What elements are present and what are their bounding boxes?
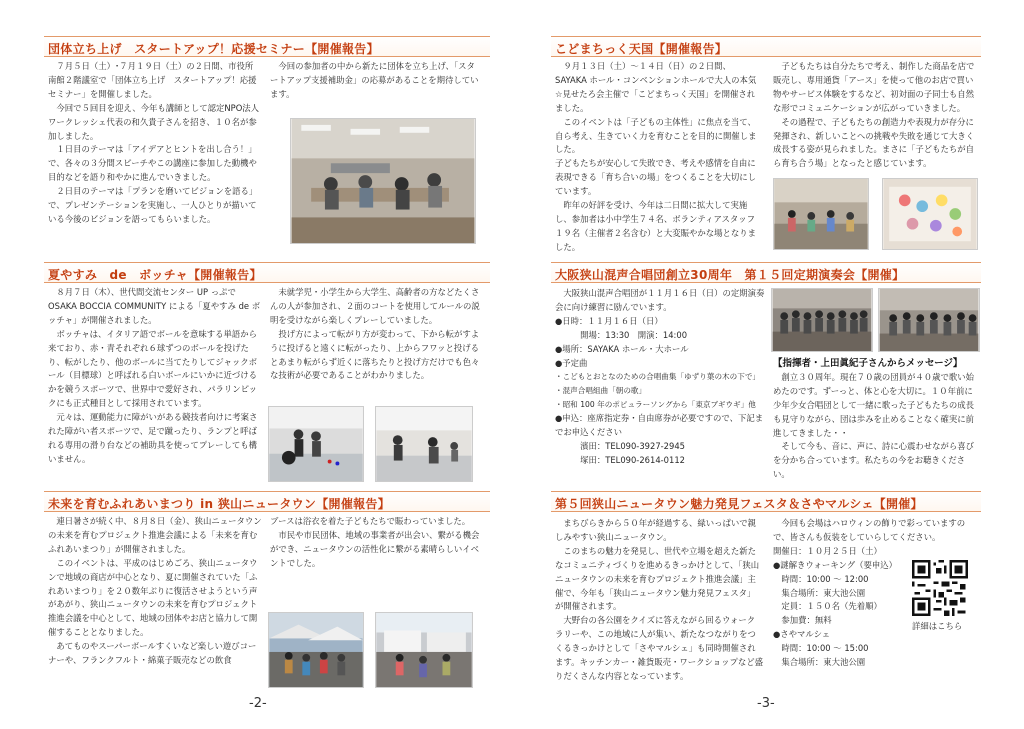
festa-text-left: まちびらきから５０年が経過する、緑いっぱいで親しみやすい狭山ニュータウン。 このまちの魅力を発見し、世代や立場を超えた新たなコミュニティづくりを進めるきっかけとして、「狭山ニュータウンの未来を育むプロジェクト推進会議」主催で、今年も「狭山ニュータウン魅力発見フェスタ」が開催されます。 大野台の各公園をクイズに答えながら回るウォークラリーや、この地域に人が集い、新たなつながりをつくるきっかけとして「さやマルシェ」も同時開催されます。キッチンカー・雑貨販売・ワークショップなど盛りだくさんな内容となっています。 <box>555 518 763 681</box>
seminar-text-left: ７月５日（土）･７月１９日（土）の２日間、市役所南館２階議室で「団体立ち上げ スタートアップ！応援セミナー」を開催しました。 今回で５回目を迎え、今年も講師として認定NPO法人ワークレッシェ代表の和久貴子さんを招き、１０名が参加しました。 １日目のテーマは「アイデアとヒントを出し合う！」で、各々の３分間スピーチやこの講座に参加した動機や目的などを語り和やかに進んでいきました。 ２日目のテーマは「プランを磨いてビジョンを語る」で、プレゼンテーションを実施し、一人ひとりが描いている今後のビジョンを語ってもらいました。 <box>48 61 260 224</box>
qr-code[interactable] <box>912 560 968 616</box>
festival-photo-1 <box>268 612 364 688</box>
section-title: 大阪狭山混声合唱団創立30周年 第１５回定期演奏会【開催】 <box>555 268 905 282</box>
festa-text-right: 今回も会場はハロウィンの飾りで彩っていますので、皆さんも仮装をしていらしてください。 開催日：１０月２５日（土） ●謎解きウォーキング（要申込） 時間：10:00 ～ 12:00 集合場所：東大池公園 定員：１５０名（先着順） 参加費：無料 ●さやマルシェ 時間：10:00 ～ 15:00 集合場所：東大池公園 <box>773 518 966 668</box>
section-title: 未来を育むふれあいまつり in 狭山ニュータウン【開催報告】 <box>48 497 391 511</box>
festival-photo-2 <box>375 612 473 688</box>
boccia-text-right: 未就学児・小学生から大学生、高齢者の方などたくさんの人が参加され、２面のコートを使用してルールの説明を受けながら楽しくプレーしていました。 投げ方によって転がり方が変わって、下から転がすように投げると遠くに転がったり、上からフワッと投げるとあまり転がらず近くに落ちたりと投げ方だけでも色々な技術が必要であることがわかりました。 <box>270 287 480 381</box>
section-title: 団体立ち上げ スタートアップ！応援セミナー【開催報告】 <box>48 42 379 56</box>
boccia-text-left: ８月７日（木）、世代間交流センター UP っぷで OSAKA BOCCIA COMMUNITY による「夏やすみ de ボッチャ」が開催されました。 ボッチャは、イタリア語でボールを意味する単語から来ており、赤・青それぞれ６球ずつのボールを投げたり、転がしたり、他のボールに当てたりしてジャックボール（目標球）と呼ばれる白いボールにいかに近づけるかを競うスポーツで、世界中で愛好され、パラリンピックにも正式種目として採用されています。 元々は、運動能力に障がいがある競技者向けに考案された障がい者スポーツで、足で蹴ったり、ランプと呼ばれる専用の滑り台などの補助具を使ってプレーしても構いません。 <box>48 287 261 464</box>
boccia-photo-1 <box>268 406 364 482</box>
section-header-festival <box>44 491 490 512</box>
section-header-boccia <box>44 262 490 283</box>
choir-photo-2 <box>878 288 980 352</box>
section-header-seminar <box>44 36 490 57</box>
section-title: こどまちっく天国【開催報告】 <box>555 42 728 56</box>
section-header-choir <box>551 262 981 283</box>
kodomatic-text-right: 子どもたちは自分たちで考え、制作した商品を店で販売し、専用通貨「アース」を使って他のお店で買い物やサービス体験をするなど、初対面の子同士も自然な形でコミュニケーションが広がっていきました。 その過程で、子どもたちの創造力や表現力が存分に発揮され、新しいことへの挑戦や失敗を通じて大きく成長する姿が見られました。まさに「子どもたちが自ら育ち合う場」となったと感じています。 <box>773 61 975 169</box>
kodomatic-text-left: ９月１３日（土）～１４日（日）の２日間、SAYAKA ホール・コンベンションホールで大人の本気☆見せたろ会主催で「こどまちっく天国」を開催されました。 このイベントは「子どもの主体性」に焦点を当て、自ら考え、生きていく力を育むことを目的に開催しました。 子どもたちが安心して失敗でき、考えや感情を自由に表現できる「育ち合いの場」をつくることを大切にしています。 昨年の好評を受け、今年は二日間に拡大して実施し、参加者は小中学生７４名、ボランティアスタッフ１９名（主催者２名含む）と大変賑やかな場となりました。 <box>555 61 757 252</box>
section-title: 夏やすみ de ボッチャ【開催報告】 <box>48 268 262 282</box>
choir-info: 大阪狭山混声合唱団が１１月１６日（日）の定期演奏会に向け練習に励んでいます。 ●日時：１１月１６日（日） 開場：13:30 開演：14:00 ●場所：SAYAKA ホール・大ホール ●予定曲 ・こどもとおとなのための合唱曲集「ゆずり葉の木の下で」 ・混声合唱組曲「朝の歌」 ・昭和 100 年のポピュラーソングから「東京ブギウギ」他 ●申込：座席指定券・自由席券が必要ですので、下記までお申込ください 濱田：TEL090-3927-2945 塚田：TEL090-2614-0112 <box>555 288 765 465</box>
choir-photo-1 <box>771 288 873 352</box>
qr-caption: 詳細はこちら <box>912 621 963 631</box>
page-number-right: -3- <box>757 696 775 711</box>
seminar-photo <box>290 118 476 244</box>
section-header-kodomatic <box>551 36 981 57</box>
festival-text-right: ブースは浴衣を着た子どもたちで賑わっていました。 市民や市民団体、地域の事業者が出会い、繋がる機会ができ、ニュータウンの活性化に繋がる素晴らしいイベントでした。 <box>270 516 480 568</box>
seminar-text-right: 今回の参加者の中から新たに団体を立ち上げ、「スタートアップ支援補助金」の応募があることを期待しています。 <box>270 61 479 99</box>
conductor-message: 【指揮者・上田眞紀子さんからメッセージ】 創立３０周年。現在７０歳の団員が４０歳で歌い始めたのです。ずーっと、体と心を大切に。１０年前に少年少女合唱団として一緒に歌った子どもたちの成長も見守りながら、団は歩みを止めることなく確実に前進してきました・・ そして今も、音に、声に、詩に心震わせながら喜びを分かち合っています。私たちの今をお聴きください。 <box>773 358 975 480</box>
festival-text-left: 連日暑さが続く中、８月８日（金）、狭山ニュータウンの未来を育むプロジェクト推進会議による「未来を育むふれあいまつり」が開催されました。 このイベントは、平成のはじめごろ、狭山ニュータウンで地域の商店が中心となり、夏に開催されていた「ふれあいまつり」を２０数年ぶりに復活させようという声があがり、狭山ニュータウンの未来を育むプロジェクト推進会議を中心として、地域の団体やお店と協力して開催することとなりました。 あてものやスーパーボールすくいなど楽しい遊びコーナーや、フランクフルト・綿菓子販売などの飲食 <box>48 516 262 666</box>
boccia-photo-2 <box>375 406 473 482</box>
section-title: 第５回狭山ニュータウン魅力発見フェスタ＆さやマルシェ【開催】 <box>555 497 923 511</box>
kodomatic-photo-2 <box>882 178 978 250</box>
kodomatic-photo-1 <box>773 178 869 250</box>
page-number-left: -2- <box>249 696 267 711</box>
section-header-newtown-festa <box>551 491 981 512</box>
